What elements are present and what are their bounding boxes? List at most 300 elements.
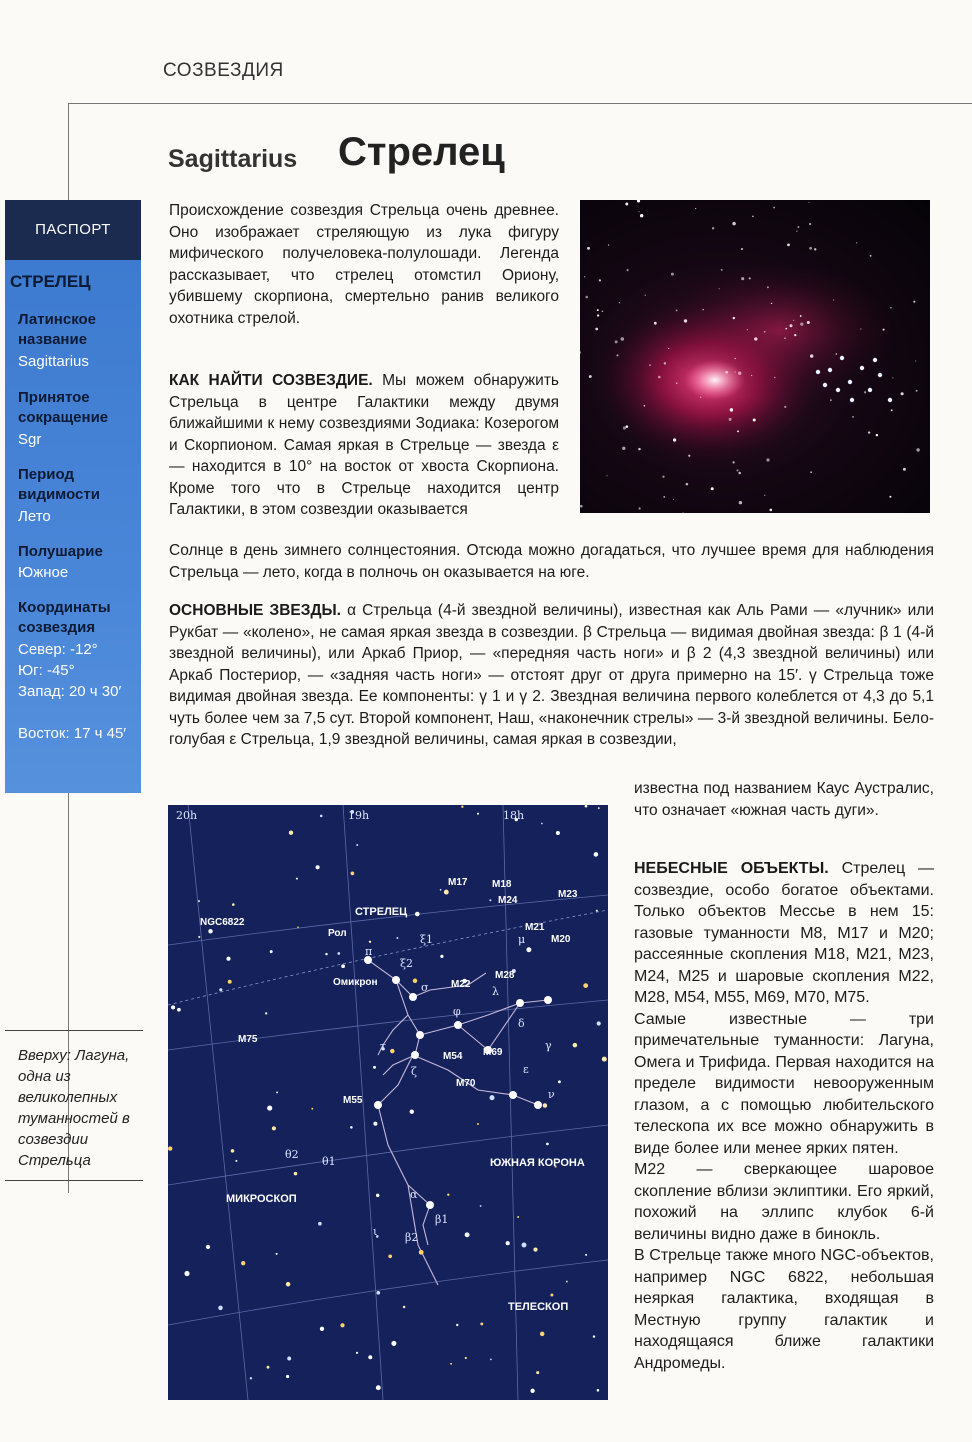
frame-line-top [68, 103, 972, 104]
chart-star [546, 1143, 549, 1146]
chart-star [533, 1248, 537, 1252]
chart-star [294, 1172, 298, 1176]
label-m20: M20 [551, 934, 571, 945]
passport-latin-value: Sagittarius [18, 353, 89, 370]
chart-bright-star [416, 1031, 424, 1039]
photo-star [784, 406, 786, 408]
photo-star [754, 337, 757, 340]
photo-star [663, 496, 665, 498]
chart-star [556, 831, 560, 835]
chart-star [543, 1103, 547, 1107]
photo-star [673, 499, 674, 500]
chart-bright-star [534, 1101, 542, 1109]
chart-bright-star [374, 1101, 382, 1109]
photo-star [732, 222, 736, 226]
chart-star [325, 953, 327, 955]
label-alpha: α [410, 1188, 418, 1201]
photo-star [809, 247, 812, 250]
photo-star [741, 248, 743, 250]
photo-star [787, 244, 790, 247]
passport-panel [5, 260, 141, 793]
photo-star [773, 207, 775, 209]
chart-star [489, 899, 491, 901]
label-xi1: ξ1 [420, 933, 434, 946]
photo-star [794, 334, 796, 336]
chart-star [522, 1243, 527, 1248]
photo-cluster-star [836, 388, 840, 392]
chart-star [465, 1357, 467, 1359]
chart-star [286, 1375, 289, 1378]
label-beta1: β1 [435, 1213, 449, 1226]
chart-star [276, 1091, 278, 1093]
chart-star [573, 1043, 578, 1048]
chart-star [530, 1389, 534, 1393]
chart-star [558, 1080, 561, 1083]
photo-star [626, 425, 629, 428]
chart-star [235, 1160, 237, 1162]
chart-star [419, 1250, 424, 1255]
chart-star [168, 1146, 172, 1150]
label-ngc6822: NGC6822 [200, 917, 245, 928]
label-m17: M17 [448, 877, 468, 888]
photo-star [711, 487, 714, 490]
label-gamma: γ [545, 1039, 552, 1052]
paragraph-objects-2: Самые известные — три примечательные туманности: Лагуна, Омега и Трифида. Первая находится на пределе видимости невооруженным глазом, а с помощью любительского телескопа их все можно обнаружить в виде более или менее ярких пятен. [634, 1010, 934, 1157]
photo-star [684, 319, 687, 322]
passport-hemisphere-label: Полушарие [18, 543, 103, 560]
label-phi: φ [453, 1005, 461, 1018]
chart-star [373, 1122, 377, 1126]
chart-star [403, 1306, 406, 1309]
chart-star [297, 926, 299, 928]
photo-star [868, 431, 870, 433]
photo-star [807, 321, 810, 324]
photo-star [639, 507, 641, 509]
photo-star [747, 329, 748, 330]
chart-star [208, 929, 212, 933]
photo-star [597, 314, 599, 316]
chart-star [480, 1205, 482, 1207]
photo-star [616, 354, 618, 356]
passport-abbr-label: Принятое сокращение [18, 389, 109, 426]
photo-star [733, 461, 735, 463]
label-m21: M21 [525, 922, 545, 933]
label-tau: τ [380, 1040, 387, 1053]
photo-cluster-star [850, 398, 854, 402]
label-m69: M69 [483, 1047, 503, 1058]
chart-star [461, 806, 463, 808]
photo-star [738, 472, 741, 475]
photo-star [662, 476, 664, 478]
chart-star [489, 1095, 494, 1100]
photo-star [676, 309, 678, 311]
photo-star [623, 426, 626, 429]
photo-star [810, 471, 812, 473]
photo-star [683, 512, 684, 513]
paragraph-find [169, 370, 559, 521]
chart-star [320, 1327, 324, 1331]
photo-star [814, 248, 816, 250]
passport-hemisphere-value: Южное [18, 564, 69, 581]
photo-star [852, 416, 854, 418]
photo-star [584, 276, 585, 277]
chart-star [340, 1323, 344, 1327]
photo-star [889, 496, 891, 498]
label-m54: M54 [443, 1051, 463, 1062]
chart-star [219, 988, 222, 991]
chart-star [287, 1357, 291, 1361]
chart-star [341, 964, 345, 968]
label-delta: δ [518, 1017, 525, 1030]
label-m18: M18 [492, 879, 512, 890]
photo-star [589, 375, 592, 378]
label-lambda: λ [492, 985, 499, 998]
photo-star [730, 408, 734, 412]
chart-star [296, 878, 298, 880]
photo-star [602, 311, 604, 313]
photo-star [733, 317, 735, 319]
chart-bright-star [544, 996, 552, 1004]
photo-cluster-star [848, 380, 852, 384]
chart-star [390, 1049, 394, 1053]
chart-star [218, 1306, 223, 1311]
passport-name: СТРЕЛЕЦ [10, 272, 91, 291]
paragraph-stars-body: α Стрельца (4-й звездной величины), известная как Аль Рами — «лучник» или Рукбат — «колено», не самая яркая звезда в созвездии. β Стрельца — видимая двойная звезда: β 1 (4-й звездной величины), или Аркаб Приор, — «передняя часть ноги» и β 2 (4,3 звездной величины) или Аркаб Постериор, — «задняя часть ноги» — отстоят друг от друга примерно на 15′. γ Стрельца тоже видимая двойная звезда. Ее компоненты: γ 1 и γ 2. Звездная величина первого колеблется от 4,3 до 5,1 чуть более чем за 7,5 сут. Второй компонент, Наш, «наконечник стрелы» — 3-й звездной величины. Бело-голубая ε Стрельца, 1,9 звездной величины, самая яркая в созвездии, [169, 602, 934, 748]
photo-star [686, 483, 689, 486]
chart-star [369, 941, 371, 943]
chart-star [320, 815, 323, 818]
label-epsilon: ε [523, 1063, 529, 1076]
photo-star [808, 202, 809, 203]
chart-star [272, 1126, 276, 1130]
photo-star [856, 242, 857, 243]
chart-star [391, 1341, 396, 1346]
photo-star [764, 331, 765, 332]
label-beta2: β2 [405, 1231, 419, 1244]
paragraph-objects-3: M22 — сверкающее шаровое скопление вблизи эклиптики. Его яркий, похожий на эллипс клубок 6-й величины видно даже в бинокль. [634, 1161, 934, 1243]
chart-star [232, 903, 235, 906]
photo-star [771, 303, 772, 304]
chart-star [351, 872, 355, 876]
label-zeta: ζ [411, 1065, 417, 1078]
chart-bright-star [409, 993, 417, 1001]
photo-star [809, 223, 811, 225]
chart-star [177, 1008, 181, 1012]
photo-star [736, 469, 738, 471]
chart-star [440, 889, 442, 891]
chart-star [265, 1012, 267, 1014]
photo-cluster-star [816, 370, 820, 374]
chart-star [415, 912, 420, 917]
star-chart [168, 805, 608, 1400]
photo-star [721, 269, 723, 271]
photo-star [671, 273, 674, 276]
chart-star [447, 1194, 449, 1196]
chart-star [585, 805, 588, 807]
photo-star [654, 322, 657, 325]
chart-star [396, 937, 398, 939]
label-mikroskop: МИКРОСКОП [226, 1193, 297, 1205]
chart-star [597, 1389, 600, 1392]
photo-star [785, 328, 787, 330]
photo-star [741, 277, 744, 280]
photo-star [587, 247, 590, 250]
passport-coords-north: Север: -12° [18, 641, 98, 658]
photo-star [864, 391, 866, 393]
chart-star [593, 1335, 595, 1337]
photo-star [901, 392, 904, 395]
photo-star [627, 269, 629, 271]
label-theta2: θ2 [285, 1148, 299, 1161]
label-pi: π [365, 945, 373, 958]
chart-star [267, 1366, 270, 1369]
passport-abbr-value: Sgr [18, 431, 42, 448]
chart-star [276, 1253, 278, 1255]
passport-coords-east: Восток: 17 ч 45′ [18, 725, 127, 742]
chart-star [376, 1194, 379, 1197]
latin-title: Sagittarius [168, 145, 298, 173]
photo-star [619, 302, 620, 303]
photo-star [738, 372, 741, 375]
paragraph-kaus: известна под названием Каус Аустралис, что означает «южная часть дуги». [634, 780, 934, 819]
chart-star [228, 980, 232, 984]
photo-star [676, 383, 677, 384]
photo-star [749, 277, 751, 279]
chart-star [171, 1005, 175, 1009]
photo-star [810, 354, 813, 357]
photo-star [769, 509, 772, 512]
chart-star [376, 1291, 380, 1295]
photo-star [800, 315, 802, 317]
paragraph-find-body: Мы можем обнаружить Стрельца в центре Галактики между двумя ближайшими к нему созвездиями Зодиака: Козерогом и Скорпионом. Самая яркая в Стрельце — звезда ε — находится в 10° на восток от хвоста Скорпиона. Кроме того что в Стрельце находится центр Галактики, в этом созвездии оказывается [169, 372, 559, 518]
chart-star [541, 823, 543, 825]
photo-star [796, 230, 797, 231]
label-omikron: Омикрон [333, 977, 378, 988]
photo-star [751, 375, 752, 376]
photo-star [766, 458, 769, 461]
passport-period-value: Лето [18, 508, 51, 525]
caption-divider-bottom [5, 1180, 143, 1181]
chart-star [583, 983, 588, 988]
heading-objects: НЕБЕСНЫЕ ОБЪЕКТЫ. [634, 860, 829, 877]
lagoon-nebula-photo [580, 200, 930, 513]
photo-star [774, 377, 775, 378]
photo-star [903, 468, 906, 471]
heading-find: КАК НАЙТИ СОЗВЕЗДИЕ. [169, 372, 373, 389]
label-xi2: ξ2 [400, 957, 414, 970]
photo-cluster-star [888, 398, 892, 402]
label-ra-18h: 18h [503, 809, 525, 822]
chart-star [184, 1271, 189, 1276]
photo-star [764, 495, 765, 496]
chart-star [316, 865, 320, 869]
chart-star [444, 890, 449, 895]
chart-star [477, 1123, 479, 1125]
passport-coords-south: Юг: -45° [18, 662, 75, 679]
chart-star [598, 807, 600, 809]
photo-star [638, 211, 639, 212]
photo-star [638, 448, 640, 450]
label-m55: M55 [343, 1095, 363, 1106]
photo-star [915, 360, 916, 361]
chart-star [226, 957, 230, 961]
passport-coords-label: Координаты созвездия [18, 599, 111, 636]
chart-star [450, 1363, 452, 1365]
heading-stars: ОСНОВНЫЕ ЗВЕЗДЫ. [169, 602, 341, 619]
label-mu: μ [518, 933, 526, 946]
chart-star [368, 1355, 372, 1359]
photo-star [800, 323, 803, 326]
chart-star [517, 1216, 519, 1218]
photo-star [870, 255, 872, 257]
label-sigma: σ [421, 981, 429, 994]
photo-star [890, 307, 892, 309]
label-m75: M75 [238, 1034, 258, 1045]
chart-star [250, 1377, 252, 1379]
label-iota: ι [373, 1225, 378, 1238]
chart-star [373, 1066, 376, 1069]
label-nu: ν [548, 1088, 555, 1101]
chart-star [594, 852, 599, 857]
chart-star [267, 1106, 272, 1111]
photo-cluster-star [868, 388, 872, 392]
photo-cluster-star [878, 373, 882, 377]
photo-star [640, 214, 643, 217]
photo-star [892, 377, 893, 378]
photo-star [580, 505, 583, 508]
photo-star [891, 409, 893, 411]
photo-star [719, 288, 720, 289]
section-title: СОЗВЕЗДИЯ [163, 60, 284, 81]
chart-star [388, 1254, 392, 1258]
photo-star [700, 397, 701, 398]
photo-star [625, 203, 628, 206]
chart-star [311, 1108, 313, 1110]
label-m28: M28 [495, 970, 515, 981]
label-m24: M24 [498, 895, 518, 906]
chart-star [490, 1359, 492, 1361]
photo-caption: Вверху: Лагуна, одна из великолепных туманностей в созвездии Стрельца [18, 1047, 130, 1169]
label-m70: M70 [456, 1078, 476, 1089]
chart-star [337, 952, 340, 955]
photo-star [668, 348, 669, 349]
photo-star [793, 320, 794, 321]
photo-star [913, 301, 915, 303]
page-title: Стрелец [338, 130, 505, 174]
photo-star [735, 358, 736, 359]
photo-star [644, 405, 646, 407]
chart-star [585, 1254, 587, 1256]
photo-star [649, 364, 651, 366]
photo-star [695, 208, 696, 209]
chart-bright-star [392, 976, 400, 984]
photo-star [833, 300, 834, 301]
photo-cluster-star [823, 383, 827, 387]
photo-star [599, 279, 601, 281]
caption-divider-top [5, 1030, 143, 1031]
chart-bright-star [411, 1051, 419, 1059]
chart-star [270, 950, 273, 953]
photo-cluster-star [860, 366, 864, 370]
label-ra-20h: 20h [176, 809, 198, 822]
photo-star [712, 227, 714, 229]
photo-star [615, 340, 618, 343]
label-m22: M22 [451, 979, 471, 990]
label-yuzhnaya-korona: ЮЖНАЯ КОРОНА [490, 1157, 585, 1169]
chart-star [241, 1261, 245, 1265]
photo-star [688, 455, 690, 457]
label-ra-19h: 19h [348, 809, 370, 822]
chart-star [289, 831, 293, 835]
photo-star [836, 353, 838, 355]
chart-star [456, 1324, 458, 1326]
chart-star [480, 1322, 483, 1325]
photo-star [664, 362, 666, 364]
photo-star [645, 295, 646, 296]
photo-star [752, 215, 754, 217]
passport-header: ПАСПОРТ [5, 200, 141, 260]
photo-star [621, 337, 624, 340]
photo-star [860, 328, 861, 329]
photo-star [608, 244, 609, 245]
photo-star [725, 371, 728, 374]
chart-star [550, 1294, 553, 1297]
chart-bright-star [454, 1021, 462, 1029]
paragraph-objects [634, 858, 934, 1374]
passport-latin-label: Латинское название [18, 311, 97, 348]
photo-star [585, 296, 588, 299]
paragraph-stars [169, 600, 934, 751]
paragraph-objects-4: В Стрельце также много NGC-объектов, например NGC 6822, небольшая неяркая галактика, входящая в Местную группу галактик и находящаяся ближе галактики Андромеды. [634, 1247, 934, 1372]
chart-star [526, 947, 531, 952]
photo-cluster-star [873, 358, 877, 362]
chart-star [413, 979, 418, 984]
photo-star [606, 475, 607, 476]
chart-star [506, 1241, 510, 1245]
label-theta1: θ1 [322, 1155, 336, 1168]
chart-star [536, 1371, 539, 1374]
label-strelets: СТРЕЛЕЦ [355, 906, 408, 918]
photo-star [580, 351, 581, 353]
paragraph-find-continued: Солнце в день зимнего солнцестояния. Отсюда можно догадаться, что лучшее время для наблюдения Стрельца — лето, когда в полночь он оказывается на юге. [169, 542, 934, 581]
chart-star [206, 1245, 210, 1249]
photo-star [883, 329, 885, 331]
photo-star [916, 448, 919, 451]
chart-star [198, 936, 200, 938]
photo-star [916, 390, 918, 392]
photo-cluster-star [828, 368, 832, 372]
photo-star [735, 371, 736, 372]
photo-star [622, 447, 625, 450]
label-rol: Рол [328, 928, 347, 939]
chart-star [198, 900, 200, 902]
chart-star [286, 1282, 291, 1287]
chart-bright-star [509, 1091, 517, 1099]
chart-star [597, 1021, 601, 1025]
passport-period-label: Период видимости [18, 466, 100, 503]
photo-star [797, 226, 799, 228]
paragraph-objects-body: Стрелец — созвездие, особо богатое объектами. Только объектов Мессье в нем 15: газовые туманности M8, M17 и M20; рассеянные скопления M18, M21, M23, M24, M25 и шаровые скопления M22, M28, M54, M55, M69, M70, M75. [634, 860, 935, 1006]
chart-star [231, 1149, 235, 1153]
chart-star [477, 813, 479, 815]
chart-star [356, 844, 358, 846]
chart-bright-star [516, 999, 524, 1007]
chart-star [440, 955, 443, 958]
chart-bright-star [426, 1201, 434, 1209]
photo-star [673, 438, 676, 441]
label-m23: M23 [558, 889, 578, 900]
photo-star [658, 376, 661, 379]
